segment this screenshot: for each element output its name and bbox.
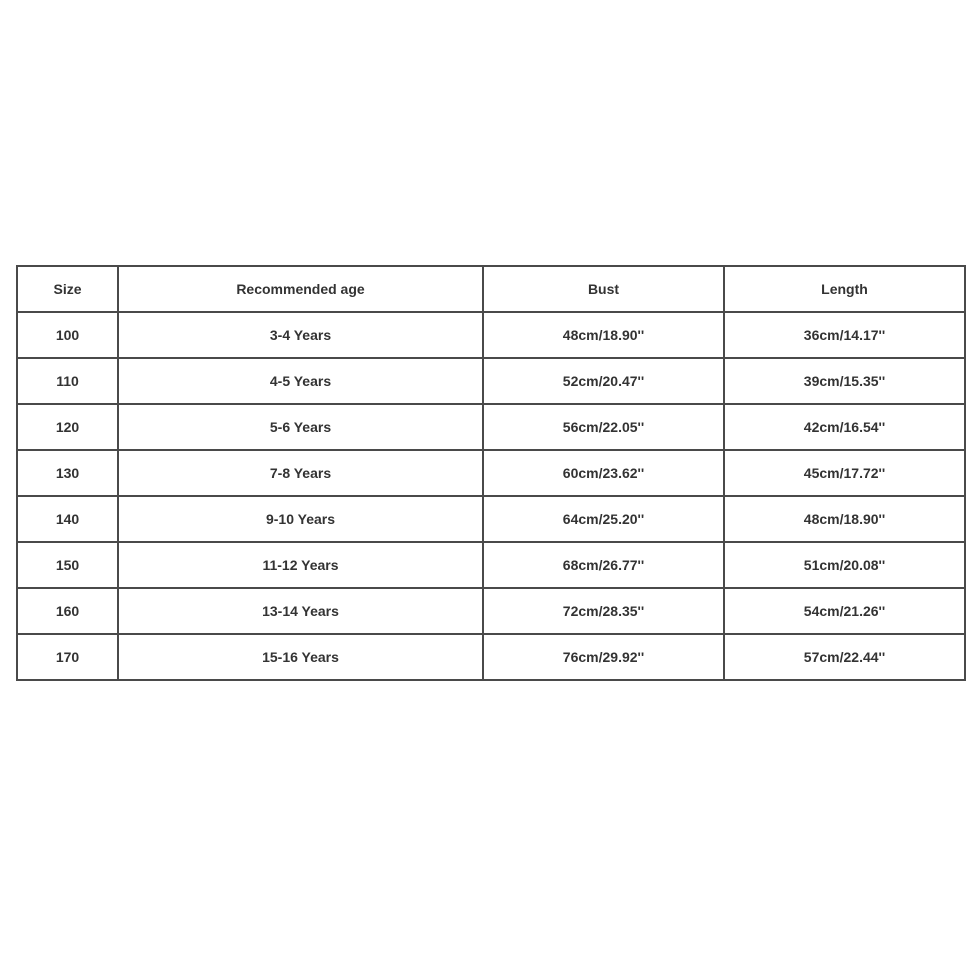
header-recommended-age: Recommended age [118, 266, 483, 312]
table-row [17, 496, 965, 542]
cell-length: 36cm/14.17'' [724, 312, 965, 358]
cell-length: 57cm/22.44'' [724, 634, 965, 680]
cell-recommended-age: 5-6 Years [118, 404, 483, 450]
cell-recommended-age: 13-14 Years [118, 588, 483, 634]
cell-recommended-age: 15-16 Years [118, 634, 483, 680]
table-row [17, 358, 965, 404]
table-row [17, 588, 965, 634]
cell-bust: 72cm/28.35'' [483, 588, 724, 634]
cell-length: 48cm/18.90'' [724, 496, 965, 542]
size-chart-body [17, 312, 965, 680]
cell-size: 110 [17, 358, 118, 404]
cell-size: 120 [17, 404, 118, 450]
cell-bust: 64cm/25.20'' [483, 496, 724, 542]
header-size: Size [17, 266, 118, 312]
cell-size: 150 [17, 542, 118, 588]
cell-size: 100 [17, 312, 118, 358]
header-row [17, 266, 965, 312]
size-chart-header [17, 266, 965, 312]
size-chart-table [16, 265, 966, 681]
header-length: Length [724, 266, 965, 312]
cell-length: 39cm/15.35'' [724, 358, 965, 404]
cell-recommended-age: 7-8 Years [118, 450, 483, 496]
cell-length: 45cm/17.72'' [724, 450, 965, 496]
cell-recommended-age: 11-12 Years [118, 542, 483, 588]
cell-size: 140 [17, 496, 118, 542]
cell-size: 130 [17, 450, 118, 496]
cell-recommended-age: 4-5 Years [118, 358, 483, 404]
cell-length: 51cm/20.08'' [724, 542, 965, 588]
header-bust: Bust [483, 266, 724, 312]
cell-length: 54cm/21.26'' [724, 588, 965, 634]
cell-size: 160 [17, 588, 118, 634]
cell-bust: 68cm/26.77'' [483, 542, 724, 588]
cell-bust: 60cm/23.62'' [483, 450, 724, 496]
cell-recommended-age: 9-10 Years [118, 496, 483, 542]
table-row [17, 634, 965, 680]
cell-size: 170 [17, 634, 118, 680]
cell-bust: 76cm/29.92'' [483, 634, 724, 680]
table-row [17, 312, 965, 358]
cell-bust: 52cm/20.47'' [483, 358, 724, 404]
table-row [17, 404, 965, 450]
cell-bust: 56cm/22.05'' [483, 404, 724, 450]
table-row [17, 450, 965, 496]
cell-length: 42cm/16.54'' [724, 404, 965, 450]
cell-bust: 48cm/18.90'' [483, 312, 724, 358]
table-row [17, 542, 965, 588]
cell-recommended-age: 3-4 Years [118, 312, 483, 358]
